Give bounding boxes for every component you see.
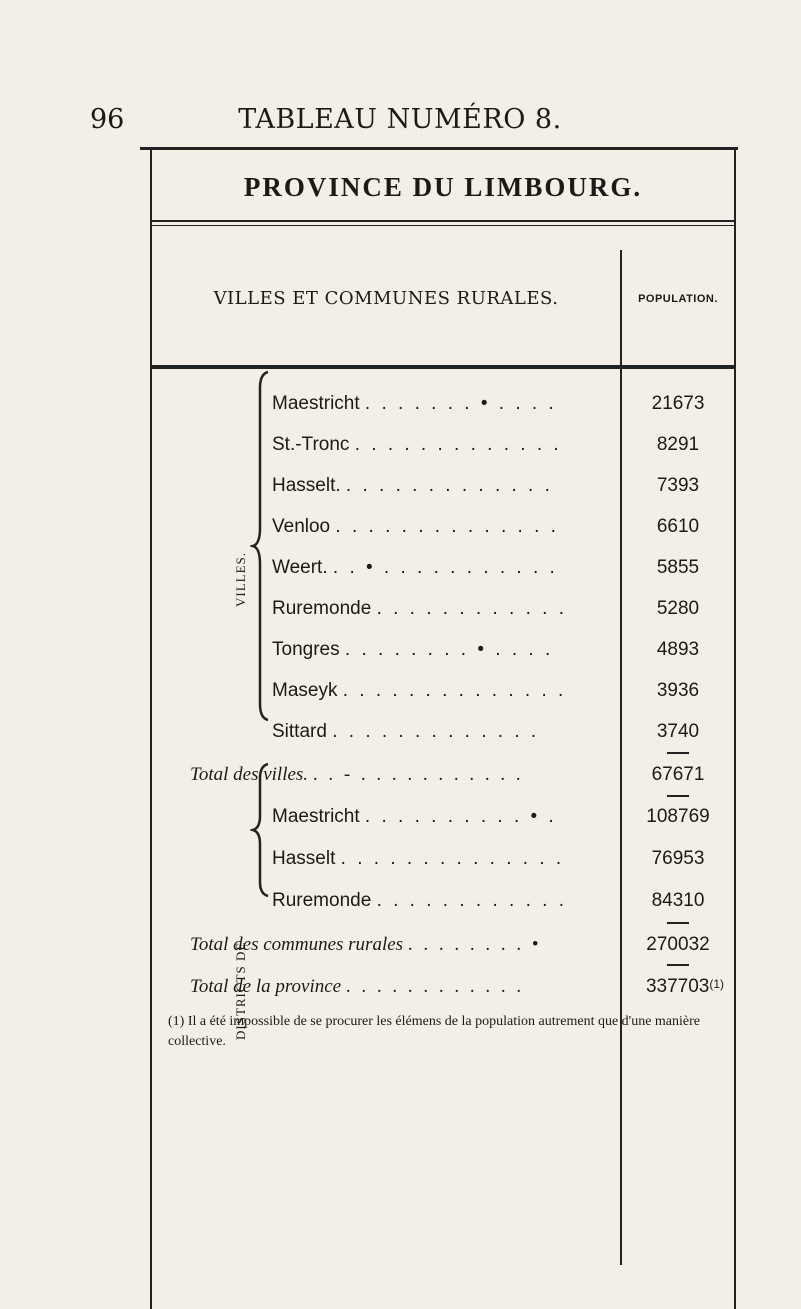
total-villes-row: Total des villes. . . - . . . . . . . . . . .: [190, 764, 524, 785]
header-thick-rule: [152, 365, 734, 369]
villes-row: Tongres . . . . . . . . • . . . .: [272, 639, 554, 660]
villes-value: 4893: [656, 639, 700, 660]
villes-row: Weert. . . • . . . . . . . . . . .: [272, 557, 558, 578]
sum-dash: [667, 964, 689, 966]
villes-value: 21673: [651, 393, 705, 414]
villes-row: Maestricht . . . . . . . • . . . .: [272, 393, 557, 414]
villes-value: 5280: [656, 598, 700, 619]
total-rurales-value: 270032: [646, 934, 710, 955]
villes-value: 3936: [656, 680, 700, 701]
sum-dash: [667, 795, 689, 797]
villes-row: Ruremonde . . . . . . . . . . . .: [272, 598, 567, 619]
villes-value: 7393: [656, 475, 700, 496]
province-title: PROVINCE DU LIMBOURG.: [243, 172, 643, 202]
double-rule-bottom: [152, 225, 734, 226]
villes-row: Maseyk . . . . . . . . . . . . . .: [272, 680, 567, 701]
page-number: 96: [90, 104, 125, 135]
page-title: TABLEAU NUMÉRO 8.: [238, 104, 562, 135]
district-value: 108769: [646, 806, 710, 827]
villes-row: St.-Tronc . . . . . . . . . . . . .: [272, 434, 562, 455]
places-column-header: VILLES ET COMMUNES RURALES.: [213, 288, 559, 309]
district-row: Ruremonde . . . . . . . . . . . .: [272, 890, 567, 911]
frame-left-rule: [150, 149, 152, 1309]
footnote: (1) Il a été impossible de se procurer les élémens de la population autrement que d'une manière collective.: [168, 1014, 700, 1049]
frame-right-rule: [734, 149, 736, 1309]
villes-value: 8291: [656, 434, 700, 455]
population-column-header: POPULATION.: [638, 293, 718, 305]
villes-row: Sittard . . . . . . . . . . . . .: [272, 721, 540, 742]
villes-row: Venloo . . . . . . . . . . . . . .: [272, 516, 559, 537]
villes-value: 6610: [656, 516, 700, 537]
district-row: Maestricht . . . . . . . . . . • .: [272, 806, 557, 827]
districts-group-label: DISTRICTS DE: [233, 941, 248, 1040]
total-province-value: 337703$^{(1)}$: [645, 976, 725, 997]
frame-top-rule: [140, 147, 738, 150]
total-rurales-row: Total des communes rurales . . . . . . . . •: [190, 934, 542, 955]
district-value: 76953: [651, 848, 705, 869]
total-province-row: Total de la province . . . . . . . . . . . .: [190, 976, 525, 997]
sum-dash: [667, 752, 689, 754]
villes-group-label: VILLES.: [233, 551, 248, 607]
sum-dash: [667, 922, 689, 924]
villes-value: 3740: [656, 721, 700, 742]
villes-row: Hasselt. . . . . . . . . . . . . .: [272, 475, 553, 496]
district-value: 84310: [651, 890, 705, 911]
villes-brace: [250, 368, 272, 723]
district-row: Hasselt . . . . . . . . . . . . . .: [272, 848, 565, 869]
villes-value: 5855: [656, 557, 700, 578]
total-villes-value: 67671: [651, 764, 705, 785]
double-rule-top: [152, 220, 734, 222]
